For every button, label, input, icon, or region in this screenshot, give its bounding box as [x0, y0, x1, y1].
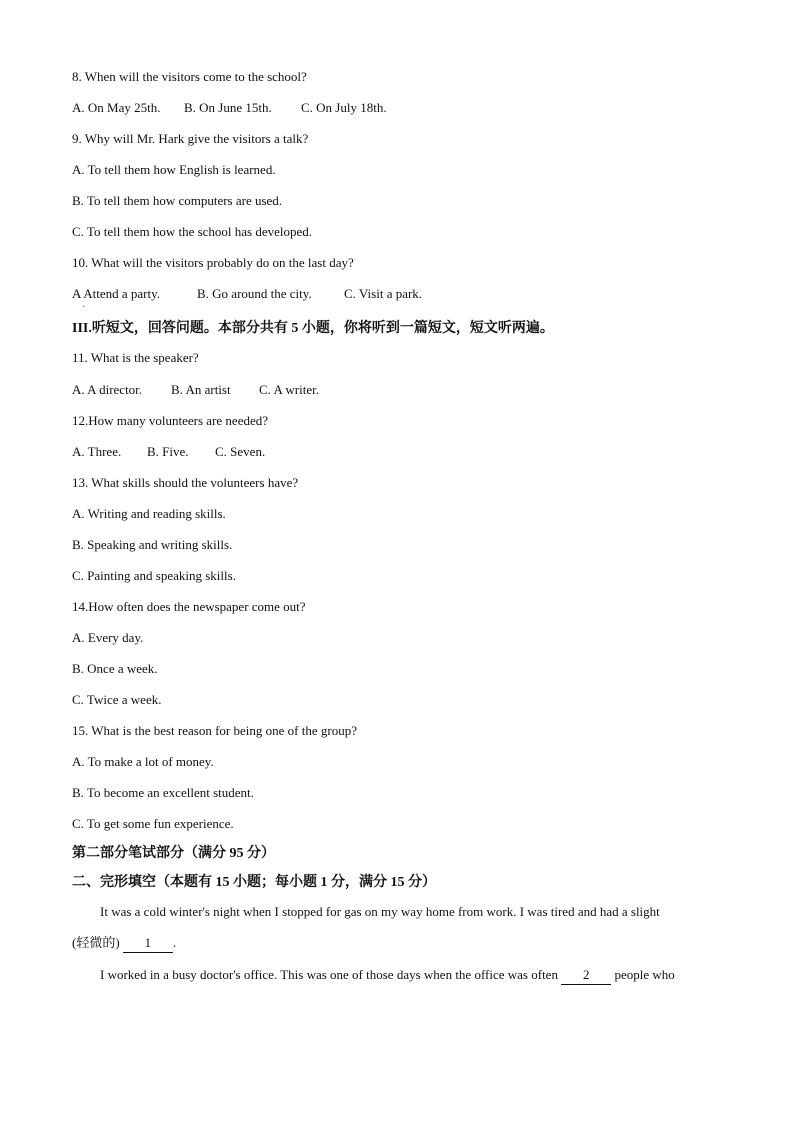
option-c: C. On July 18th.: [301, 100, 387, 115]
option-c: C. Visit a park.: [344, 286, 423, 301]
cloze-paragraph-1-continued: [72, 934, 722, 953]
option-c: C. To get some fun experience.: [72, 816, 234, 831]
paragraph-2-text: I worked in a busy doctor's office. This was one of those days when the office was often: [100, 967, 562, 982]
option-b: B. To tell them how computers are used.: [72, 193, 283, 208]
option-a: A. Every day.: [72, 630, 144, 645]
option-a: A Attend a party.: [72, 286, 160, 301]
question-14: 14.How often does the newspaper come out?: [72, 599, 306, 614]
question-10: 10. What will the visitors probably do on the last day?: [72, 255, 354, 270]
option-a: A. Writing and reading skills.: [72, 506, 226, 521]
option-a: A. On May 25th.: [72, 100, 161, 115]
option-c: C. Seven.: [215, 444, 266, 459]
document-page: [72, 64, 722, 998]
option-c: C. Painting and speaking skills.: [72, 568, 236, 583]
option-b: B. Five.: [147, 444, 189, 459]
question-11: 11. What is the speaker?: [72, 350, 199, 365]
part-2-heading: 第二部分笔试部分（满分 95 分）: [72, 846, 275, 861]
cloze-paragraph-1: It was a cold winter's night when I stopped for gas on my way home from work. I was tired and had a slight: [100, 904, 660, 919]
stray-mark: ·: [82, 302, 86, 313]
option-c: C. A writer.: [259, 382, 319, 397]
question-12: 12.How many volunteers are needed?: [72, 413, 269, 428]
question-15: 15. What is the best reason for being one of the group?: [72, 723, 357, 738]
blank-1: 1: [123, 934, 173, 953]
option-c: C. To tell them how the school has developed.: [72, 224, 313, 239]
question-8: 8. When will the visitors come to the school?: [72, 69, 307, 84]
option-b: B. An artist: [171, 382, 231, 397]
paragraph-2-suffix: people who: [611, 967, 675, 982]
question-12-options: [72, 443, 722, 461]
question-11-options: [72, 381, 722, 399]
question-10-options: [72, 285, 722, 303]
blank-2: 2: [561, 966, 611, 985]
option-b: B. Once a week.: [72, 661, 158, 676]
question-13: 13. What skills should the volunteers have?: [72, 475, 299, 490]
option-b: B. Go around the city.: [197, 286, 312, 301]
option-a: A. Three.: [72, 444, 122, 459]
gloss-text: (轻微的): [72, 935, 123, 950]
period: .: [172, 935, 177, 950]
cloze-heading: 二、完形填空（本题有 15 小题；每小题 1 分，满分 15 分）: [72, 875, 436, 890]
option-a: A. To make a lot of money.: [72, 754, 214, 769]
option-b: B. To become an excellent student.: [72, 785, 254, 800]
cloze-paragraph-2: [72, 966, 722, 985]
question-8-options: [72, 99, 722, 117]
option-a: A. To tell them how English is learned.: [72, 162, 276, 177]
option-b: B. On June 15th.: [184, 100, 272, 115]
section-3-heading: III.听短文，回答问题。本部分共有 5 小题，你将听到一篇短文，短文听两遍。: [72, 321, 554, 336]
option-a: A. A director.: [72, 382, 143, 397]
question-9: 9. Why will Mr. Hark give the visitors a talk?: [72, 131, 309, 146]
option-b: B. Speaking and writing skills.: [72, 537, 233, 552]
option-c: C. Twice a week.: [72, 692, 162, 707]
